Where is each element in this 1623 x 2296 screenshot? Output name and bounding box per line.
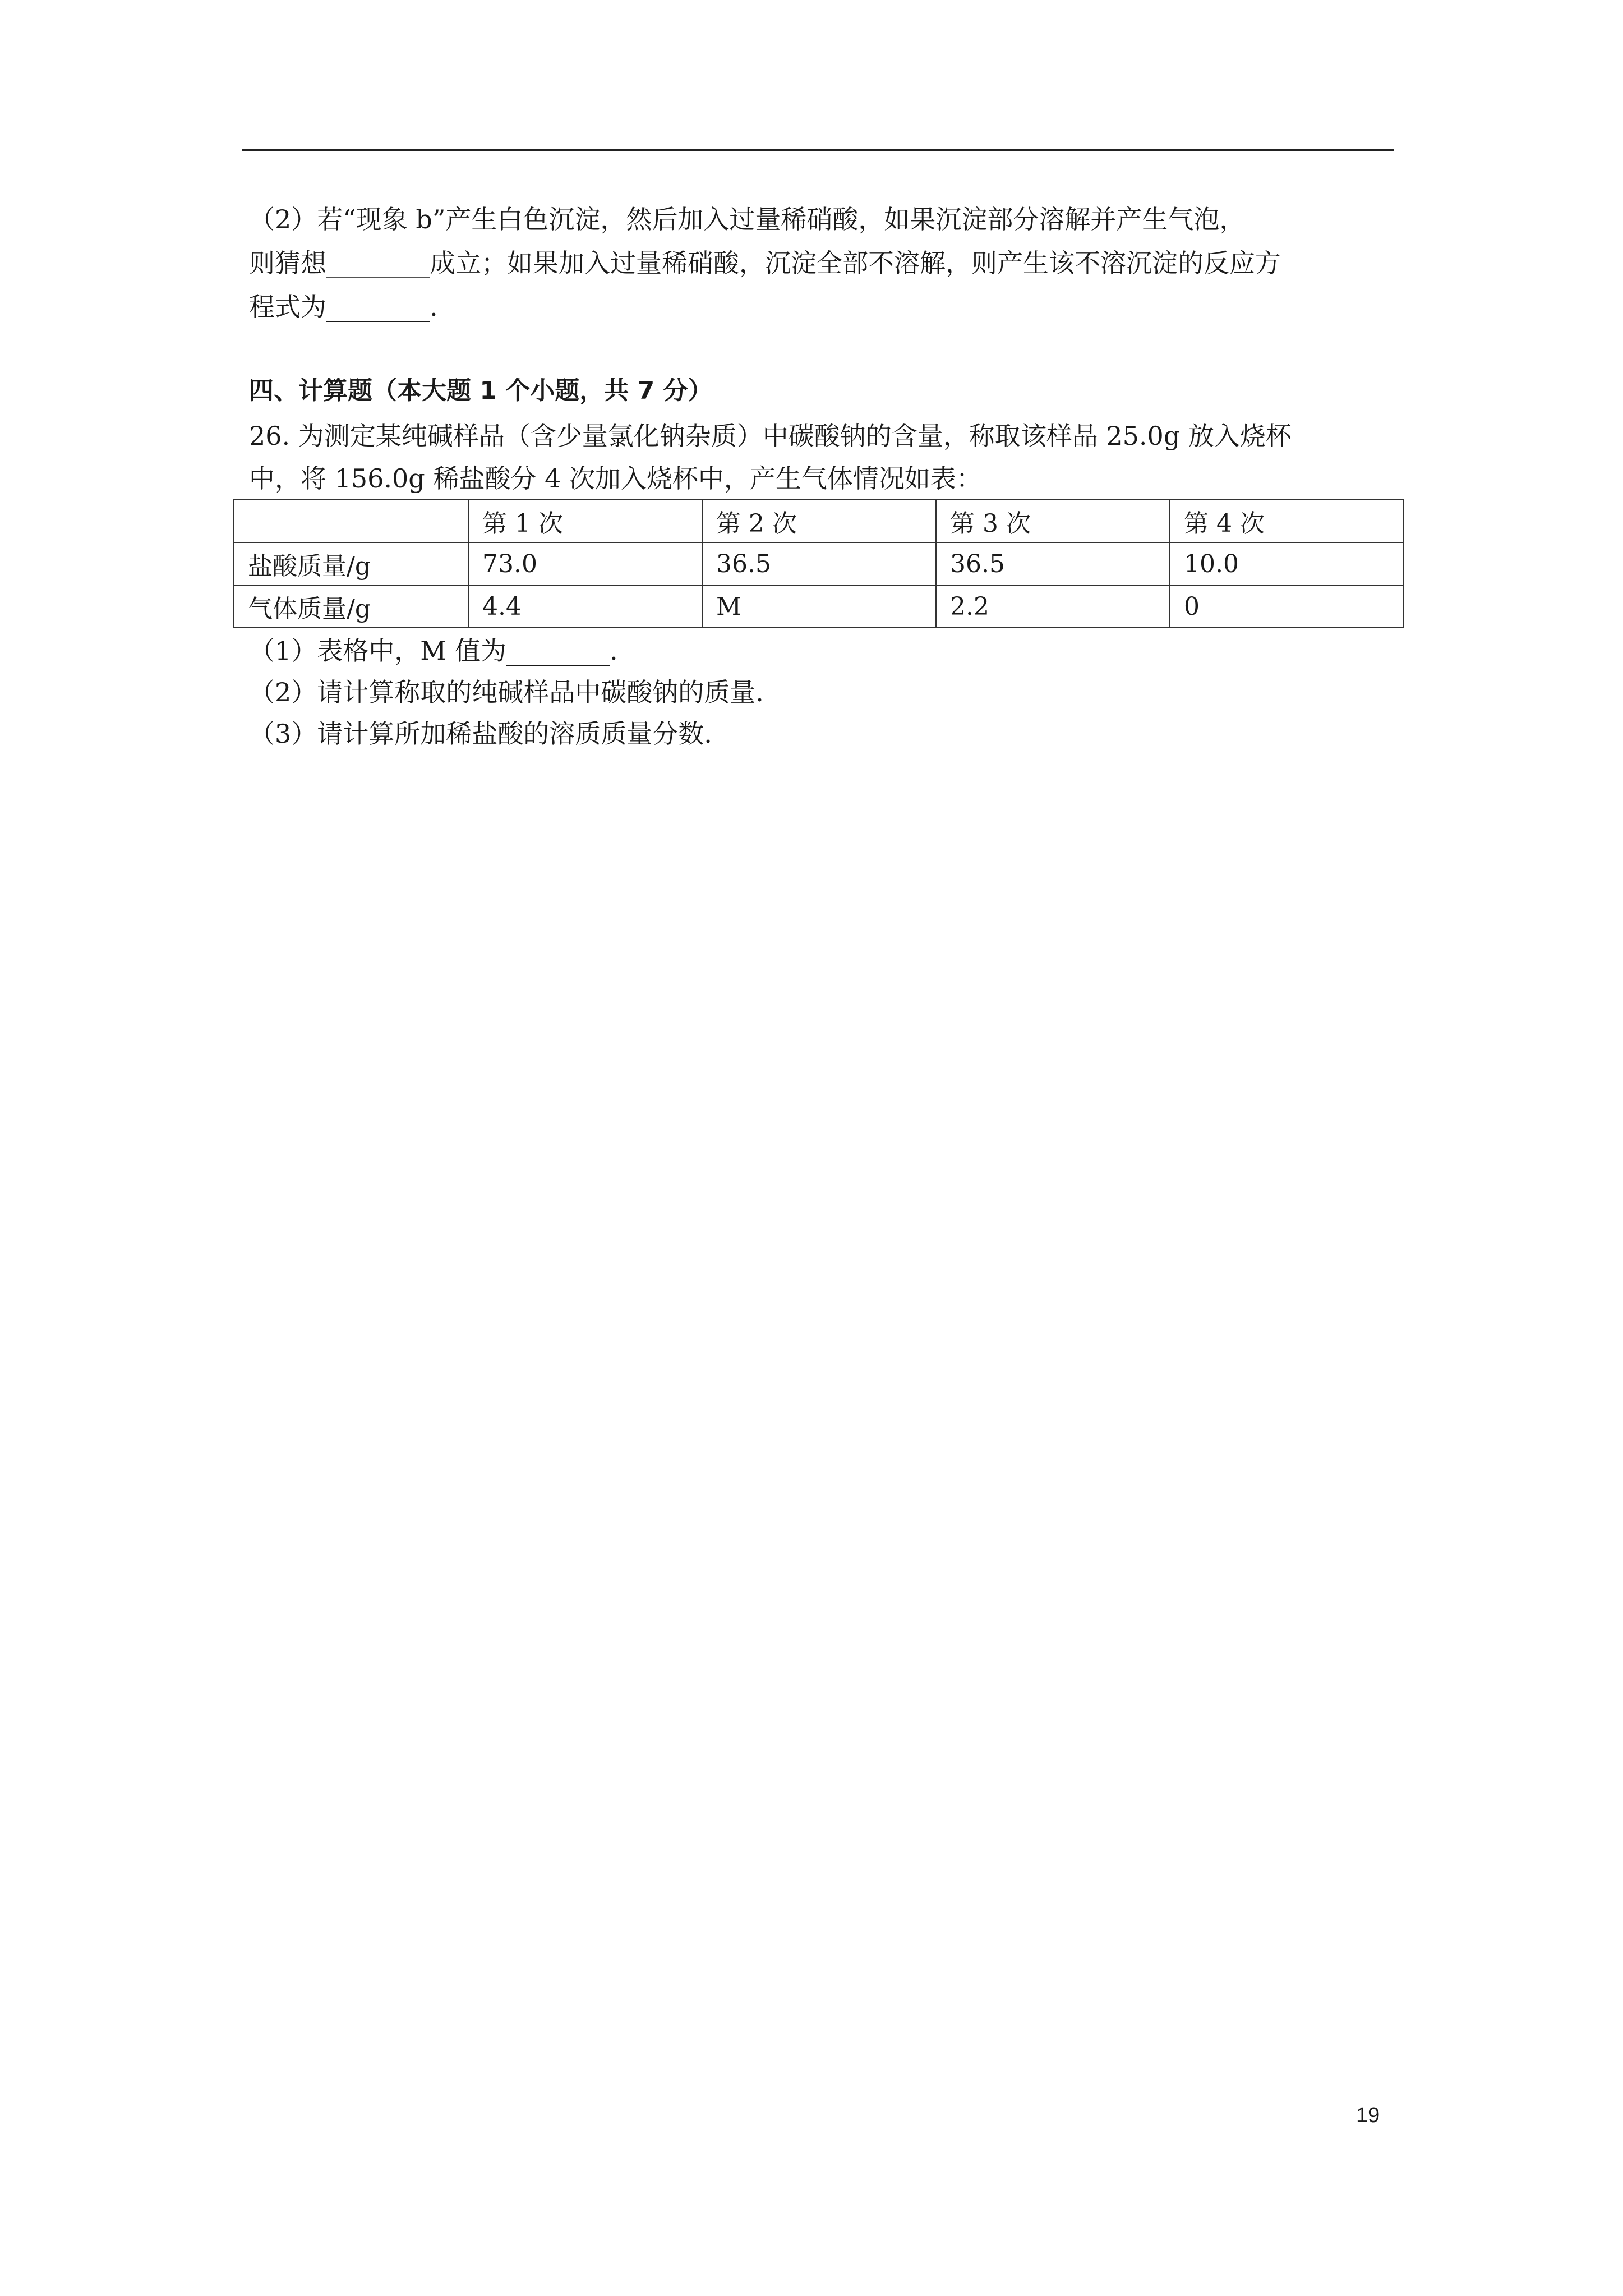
table-header-cell: 第 1 次 [468,500,702,542]
table-header-cell [234,500,468,542]
sub-question-3: （3）请计算所加稀盐酸的溶质质量分数. [249,719,712,749]
gas-data-table [233,499,1404,628]
table-row [234,585,1404,628]
table-header-cell: 第 4 次 [1170,500,1404,542]
header-rule [242,149,1394,151]
table-row-label: 盐酸质量/g [234,542,468,585]
page-number: 19 [1356,2104,1380,2127]
section-heading: 四、计算题（本大题 1 个小题，共 7 分） [249,376,713,405]
part2-line-3: 程式为________. [249,292,438,322]
part2-line-2: 则猜想________成立；如果加入过量稀硝酸，沉淀全部不溶解，则产生该不溶沉淀的反应方 [249,248,1281,278]
table-cell: 2.2 [936,585,1170,628]
table-cell: 4.4 [468,585,702,628]
question-26-line-2: 中，将 156.0g 稀盐酸分 4 次加入烧杯中，产生气体情况如表： [249,463,982,494]
table-row [234,542,1404,585]
sub-question-1: （1）表格中，M 值为________. [249,636,618,666]
table-header-cell: 第 2 次 [702,500,936,542]
question-26-line-1: 26. 为测定某纯碱样品（含少量氯化钠杂质）中碳酸钠的含量，称取该样品 25.0g 放入烧杯 [249,421,1292,451]
table-header-row [234,500,1404,542]
table-cell: 73.0 [468,542,702,585]
part2-line-1: （2）若“现象 b”产生白色沉淀，然后加入过量稀硝酸，如果沉淀部分溶解并产生气泡， [249,204,1246,234]
table-cell: M [702,585,936,628]
table-cell: 10.0 [1170,542,1404,585]
table-cell: 36.5 [936,542,1170,585]
table-row-label: 气体质量/g [234,585,468,628]
table-cell: 36.5 [702,542,936,585]
sub-question-2: （2）请计算称取的纯碱样品中碳酸钠的质量. [249,677,764,707]
table-header-cell: 第 3 次 [936,500,1170,542]
table-cell: 0 [1170,585,1404,628]
